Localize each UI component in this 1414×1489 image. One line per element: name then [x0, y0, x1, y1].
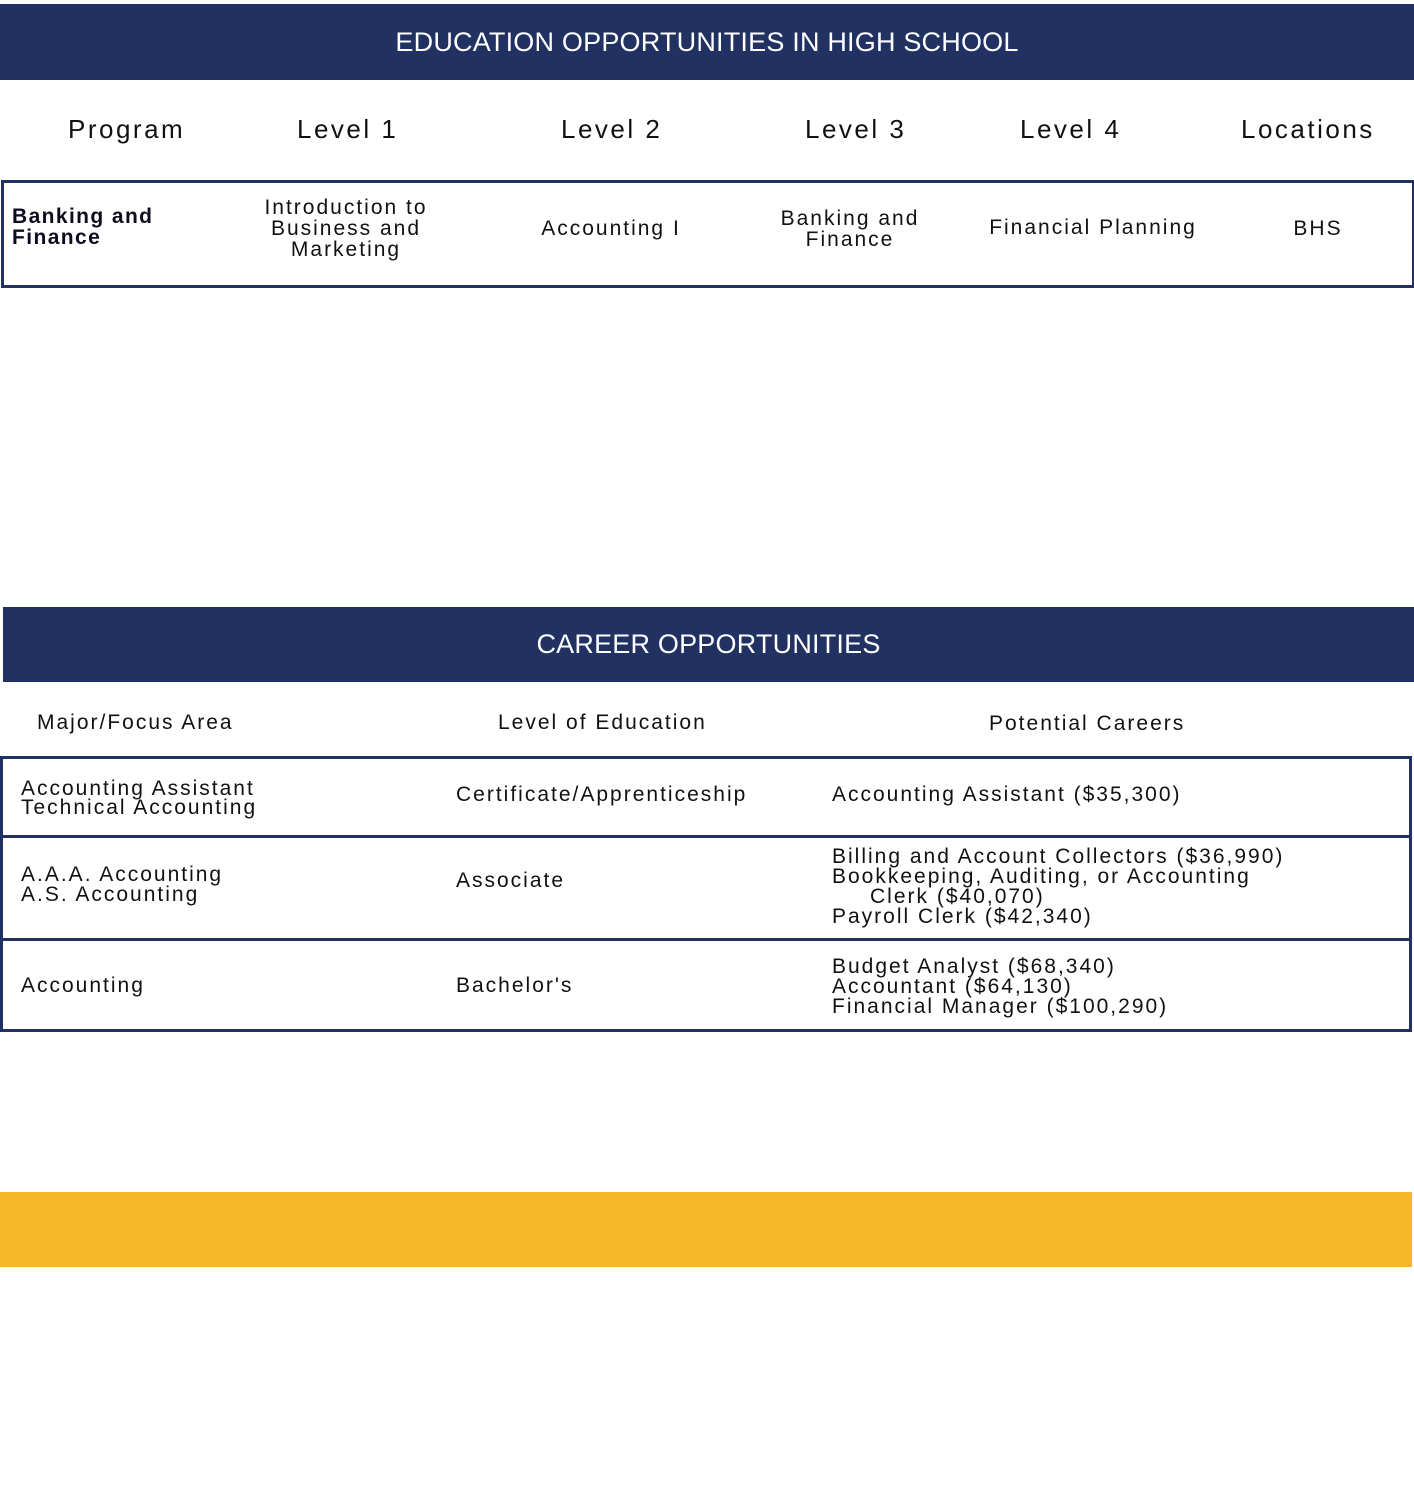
header-level-1: Level 1: [297, 114, 399, 144]
major-cell: A.A.A. Accounting A.S. Accounting: [21, 863, 224, 906]
header-level-of-education: Level of Education: [498, 711, 707, 734]
careers-cell: Accounting Assistant ($35,300): [832, 783, 1182, 806]
table-row: [3, 835, 1409, 938]
education-level-cell: Associate: [456, 869, 566, 892]
education-section-banner: [0, 4, 1414, 80]
header-locations: Locations: [1241, 114, 1375, 144]
level-1-cell: Introduction to Business and Marketing: [264, 196, 428, 261]
header-level-3: Level 3: [805, 114, 907, 144]
career-table: [0, 756, 1412, 1032]
header-level-4: Level 4: [1020, 114, 1122, 144]
major-cell: Accounting Assistant Technical Accounting: [21, 777, 258, 819]
education-level-cell: Bachelor's: [456, 974, 574, 997]
education-level-cell: Certificate/Apprenticeship: [456, 783, 748, 806]
career-section-title: CAREER OPPORTUNITIES: [536, 629, 881, 659]
careers-cell: Budget Analyst ($68,340) Accountant ($64,130) Financial Manager ($100,290): [832, 955, 1169, 1018]
education-section-title: EDUCATION OPPORTUNITIES IN HIGH SCHOOL: [395, 26, 1019, 57]
level-4-cell: Financial Planning: [989, 216, 1197, 239]
header-program: Program: [68, 114, 186, 144]
header-major-focus-area: Major/Focus Area: [37, 711, 234, 734]
major-cell: Accounting: [21, 974, 145, 997]
level-2-cell: Accounting I: [541, 217, 681, 240]
careers-cell: Billing and Account Collectors ($36,990) Bookkeeping, Auditing, or Accounting Clerk ($40,070) Payroll Clerk ($42,340): [832, 845, 1285, 928]
program-cell: Banking and Finance: [12, 205, 154, 249]
career-section-banner: [3, 607, 1414, 682]
table-row: [3, 938, 1409, 1029]
header-level-2: Level 2: [561, 114, 663, 144]
footer-accent-band: [0, 1192, 1412, 1267]
locations-cell: BHS: [1293, 217, 1343, 240]
table-row: [3, 759, 1409, 835]
header-potential-careers: Potential Careers: [989, 712, 1186, 735]
level-3-cell: Banking and Finance: [780, 207, 920, 251]
